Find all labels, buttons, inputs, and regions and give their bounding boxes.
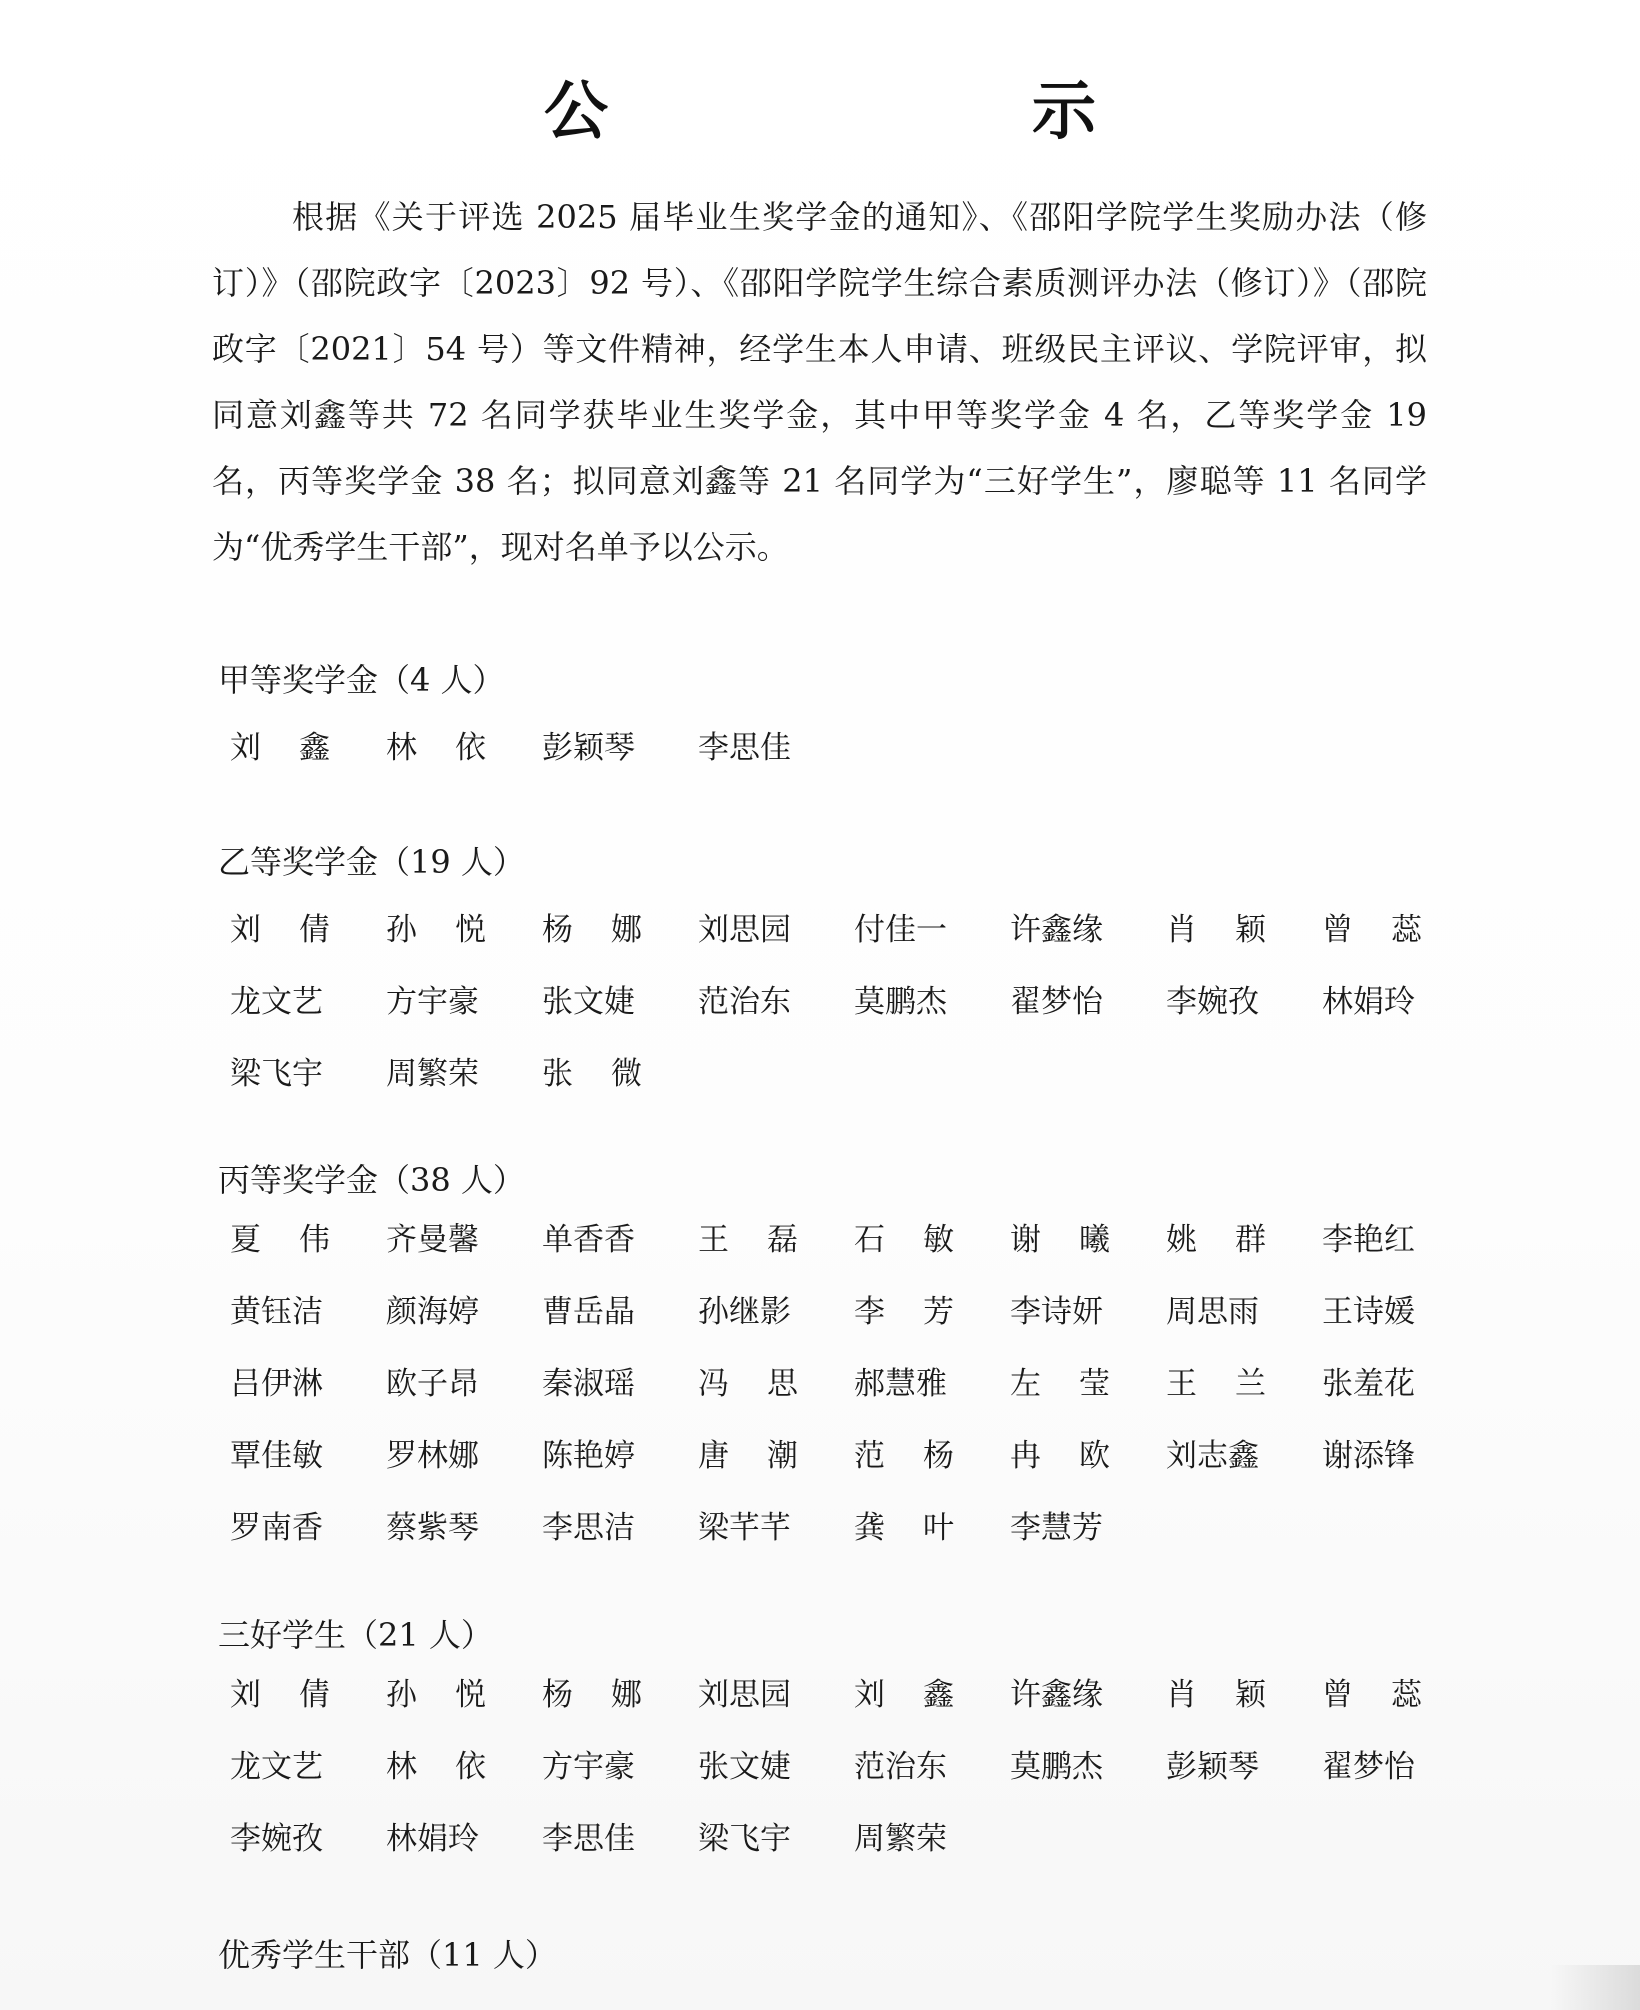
student-name: 林娟玲 [1322, 984, 1415, 1020]
student-name: 彭颖琴 [542, 730, 635, 766]
student-name: 刘思园 [698, 912, 791, 948]
student-name: 范杨 [854, 1438, 992, 1474]
student-name: 李慧芳 [1010, 1510, 1103, 1546]
section-third-class-scholarship [218, 1160, 1458, 1564]
student-name: 谢添锋 [1322, 1438, 1415, 1474]
student-name: 郝慧雅 [854, 1366, 947, 1402]
student-name: 刘倩 [230, 912, 368, 948]
student-name: 唐潮 [698, 1438, 836, 1474]
student-name: 王诗媛 [1322, 1294, 1415, 1330]
student-name: 李思佳 [698, 730, 791, 766]
section-outstanding-cadres [218, 1935, 1458, 1975]
student-name: 刘倩 [230, 1677, 368, 1713]
student-name: 梁飞宇 [230, 1056, 323, 1092]
student-name: 周繁荣 [854, 1821, 947, 1857]
student-name: 李思佳 [542, 1821, 635, 1857]
document-title: 公 示 [544, 75, 1276, 149]
student-name: 张文婕 [698, 1749, 791, 1785]
student-name: 付佳一 [854, 912, 947, 948]
student-name: 许鑫缘 [1010, 1677, 1103, 1713]
student-name: 姚群 [1166, 1222, 1304, 1258]
student-name: 欧子昂 [386, 1366, 479, 1402]
student-name: 蔡紫琴 [386, 1510, 479, 1546]
student-name: 罗南香 [230, 1510, 323, 1546]
student-name: 梁芊芊 [698, 1510, 791, 1546]
student-name: 石敏 [854, 1222, 992, 1258]
student-name: 孙悦 [386, 912, 524, 948]
student-name: 李思洁 [542, 1510, 635, 1546]
name-list [230, 894, 1458, 1110]
student-name: 李芳 [854, 1294, 992, 1330]
intro-paragraph: 根据《关于评选 2025 届毕业生奖学金的通知》、《邵阳学院学生奖励办法（修订）》（邵院政字〔2023〕92 号）、《邵阳学院学生综合素质测评办法（修订）》（邵院政字〔2021〕54 号）等文件精神，经学生本人申请、班级民主评议、学院评审，拟同意刘鑫等共 72 名同学获毕业生奖学金，其中甲等奖学金 4 名，乙等奖学金 19 名，丙等奖学金 38 名；拟同意刘鑫等 21 名同学为“三好学生”，廖聪等 11 名同学为“优秀学生干部”，现对名单予以公示。 [212, 198, 1427, 566]
name-list [230, 1204, 1458, 1564]
student-name: 林依 [386, 730, 524, 766]
student-name: 李婉孜 [1166, 984, 1259, 1020]
student-name: 范治东 [698, 984, 791, 1020]
student-name: 方宇豪 [542, 1749, 635, 1785]
student-name: 谢曦 [1010, 1222, 1148, 1258]
name-list [230, 1659, 1458, 1875]
student-name: 龙文艺 [230, 984, 323, 1020]
student-name: 张文婕 [542, 984, 635, 1020]
student-name: 杨娜 [542, 912, 680, 948]
student-name: 曾蕊 [1322, 912, 1460, 948]
student-name: 冉欧 [1010, 1438, 1148, 1474]
student-name: 刘鑫 [854, 1677, 992, 1713]
student-name: 陈艳婷 [542, 1438, 635, 1474]
student-name: 单香香 [542, 1222, 635, 1258]
student-name: 龙文艺 [230, 1749, 323, 1785]
student-name: 周繁荣 [386, 1056, 479, 1092]
student-name: 范治东 [854, 1749, 947, 1785]
student-name: 莫鹏杰 [854, 984, 947, 1020]
student-name: 周思雨 [1166, 1294, 1259, 1330]
student-name: 左莹 [1010, 1366, 1148, 1402]
section-heading: 丙等奖学金（38 人） [218, 1161, 525, 1199]
student-name: 曾蕊 [1322, 1677, 1460, 1713]
student-name: 罗林娜 [386, 1438, 479, 1474]
student-name: 秦淑瑶 [542, 1366, 635, 1402]
student-name: 刘思园 [698, 1677, 791, 1713]
student-name: 张微 [542, 1056, 680, 1092]
student-name: 龚叶 [854, 1510, 992, 1546]
student-name: 方宇豪 [386, 984, 479, 1020]
student-name: 杨娜 [542, 1677, 680, 1713]
page-curl-shadow [1550, 1965, 1640, 2010]
student-name: 夏伟 [230, 1222, 368, 1258]
student-name: 许鑫缘 [1010, 912, 1103, 948]
student-name: 曹岳晶 [542, 1294, 635, 1330]
student-name: 黄钰洁 [230, 1294, 323, 1330]
name-list [230, 712, 1458, 784]
student-name: 肖颖 [1166, 1677, 1304, 1713]
student-name: 王兰 [1166, 1366, 1304, 1402]
student-name: 颜海婷 [386, 1294, 479, 1330]
student-name: 林娟玲 [386, 1821, 479, 1857]
student-name: 彭颖琴 [1166, 1749, 1259, 1785]
section-heading: 三好学生（21 人） [218, 1616, 493, 1654]
student-name: 肖颖 [1166, 912, 1304, 948]
student-name: 翟梦怡 [1322, 1749, 1415, 1785]
section-heading: 乙等奖学金（19 人） [218, 843, 525, 881]
student-name: 齐曼馨 [386, 1222, 479, 1258]
student-name: 吕伊淋 [230, 1366, 323, 1402]
student-name: 冯思 [698, 1366, 836, 1402]
student-name: 梁飞宇 [698, 1821, 791, 1857]
student-name: 翟梦怡 [1010, 984, 1103, 1020]
student-name: 李诗妍 [1010, 1294, 1103, 1330]
student-name: 刘鑫 [230, 730, 368, 766]
student-name: 王磊 [698, 1222, 836, 1258]
section-first-class-scholarship [218, 660, 1458, 784]
student-name: 张羞花 [1322, 1366, 1415, 1402]
section-heading: 优秀学生干部（11 人） [218, 1936, 557, 1974]
student-name: 孙继影 [698, 1294, 791, 1330]
student-name: 覃佳敏 [230, 1438, 323, 1474]
student-name: 刘志鑫 [1166, 1438, 1259, 1474]
section-second-class-scholarship [218, 842, 1458, 1110]
student-name: 孙悦 [386, 1677, 524, 1713]
section-merit-students [218, 1615, 1458, 1875]
student-name: 李艳红 [1322, 1222, 1415, 1258]
student-name: 李婉孜 [230, 1821, 323, 1857]
section-heading: 甲等奖学金（4 人） [218, 661, 505, 699]
student-name: 林依 [386, 1749, 524, 1785]
student-name: 莫鹏杰 [1010, 1749, 1103, 1785]
